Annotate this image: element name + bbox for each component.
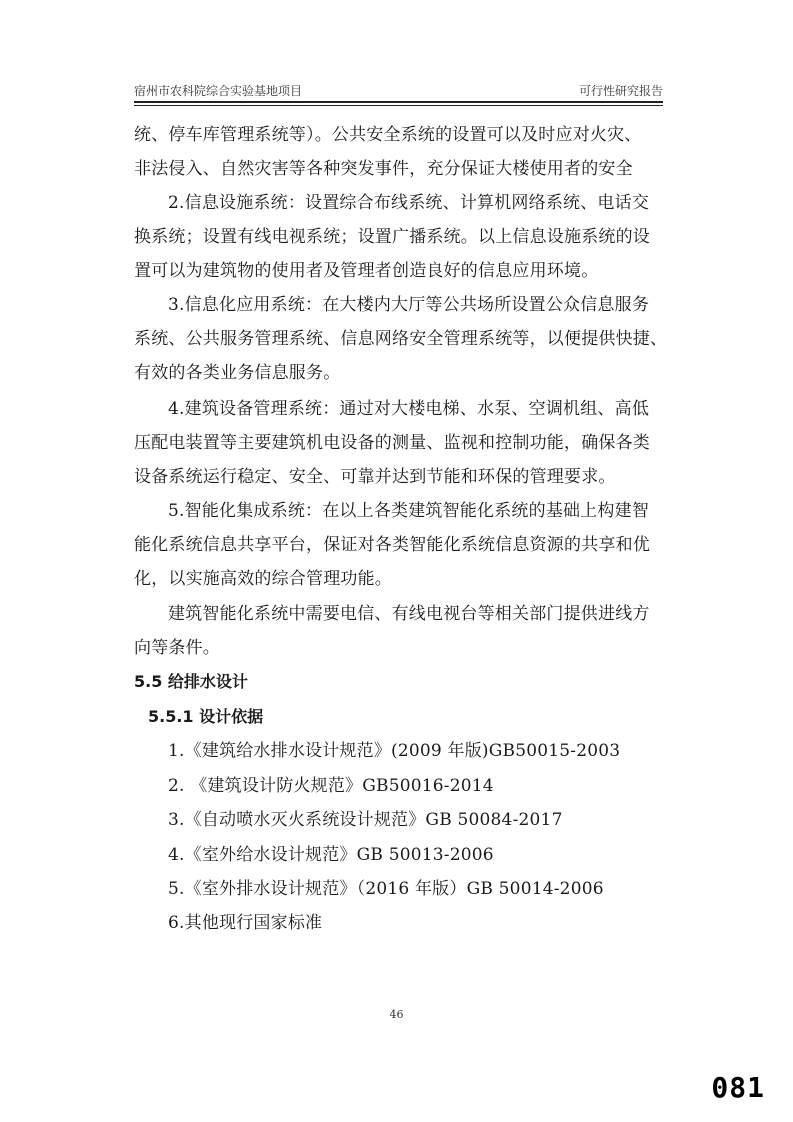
header-rule-thick <box>134 101 663 103</box>
body-line-11: 设备系统运行稳定、安全、可靠并达到节能和环保的管理要求。 <box>134 467 616 487</box>
body-line-12: 5.智能化集成系统：在以上各类建筑智能化系统的基础上构建智 <box>168 501 650 521</box>
body-line-7: 系统、公共服务管理系统、信息网络安全管理系统等，以便提供快捷、 <box>134 329 668 349</box>
body-line-1: 统、停车库管理系统等）。公共安全系统的设置可以及时应对火灾、 <box>134 125 642 145</box>
section-heading: 5.5 给排水设计 <box>134 672 248 691</box>
reference-item-5: 5.《室外排水设计规范》（2016 年版）GB 50014-2006 <box>168 879 604 899</box>
body-line-10: 压配电装置等主要建筑机电设备的测量、监视和控制功能，确保各类 <box>134 433 650 453</box>
body-line-16: 向等条件。 <box>134 638 220 658</box>
body-line-13: 能化系统信息共享平台，保证对各类智能化系统信息资源的共享和优 <box>134 535 650 555</box>
body-line-8: 有效的各类业务信息服务。 <box>134 363 341 383</box>
page-header <box>134 80 663 104</box>
reference-item-2: 2. 《建筑设计防火规范》GB50016-2014 <box>168 776 494 796</box>
body-line-3: 2.信息设施系统：设置综合布线系统、计算机网络系统、电话交 <box>168 193 650 213</box>
body-line-5: 置可以为建筑物的使用者及管理者创造良好的信息应用环境。 <box>134 261 599 281</box>
body-line-9: 4.建筑设备管理系统：通过对大楼电梯、水泵、空调机组、高低 <box>168 399 650 419</box>
reference-item-3: 3.《自动喷水灭火系统设计规范》GB 50084-2017 <box>168 810 563 830</box>
reference-item-4: 4.《室外给水设计规范》GB 50013-2006 <box>168 845 494 865</box>
header-report-type: 可行性研究报告 <box>578 84 663 98</box>
body-line-6: 3.信息化应用系统：在大楼内大厅等公共场所设置公众信息服务 <box>168 295 650 315</box>
page-stamp-number: 081 <box>711 1071 765 1104</box>
body-line-14: 化，以实施高效的综合管理功能。 <box>134 569 392 589</box>
reference-item-1: 1.《建筑给水排水设计规范》(2009 年版)GB50015-2003 <box>168 741 621 761</box>
body-line-15: 建筑智能化系统中需要电信、有线电视台等相关部门提供进线方 <box>168 604 650 624</box>
body-line-4: 换系统；设置有线电视系统；设置广播系统。以上信息设施系统的设 <box>134 227 650 247</box>
reference-item-6: 6.其他现行国家标准 <box>168 913 323 933</box>
subsection-heading: 5.5.1 设计依据 <box>148 707 264 726</box>
header-rule-thin <box>134 105 663 106</box>
header-project-title: 宿州市农科院综合实验基地项目 <box>134 84 303 98</box>
page-number: 46 <box>389 1008 404 1021</box>
body-line-2: 非法侵入、自然灾害等各种突发事件，充分保证大楼使用者的安全 <box>134 159 633 179</box>
